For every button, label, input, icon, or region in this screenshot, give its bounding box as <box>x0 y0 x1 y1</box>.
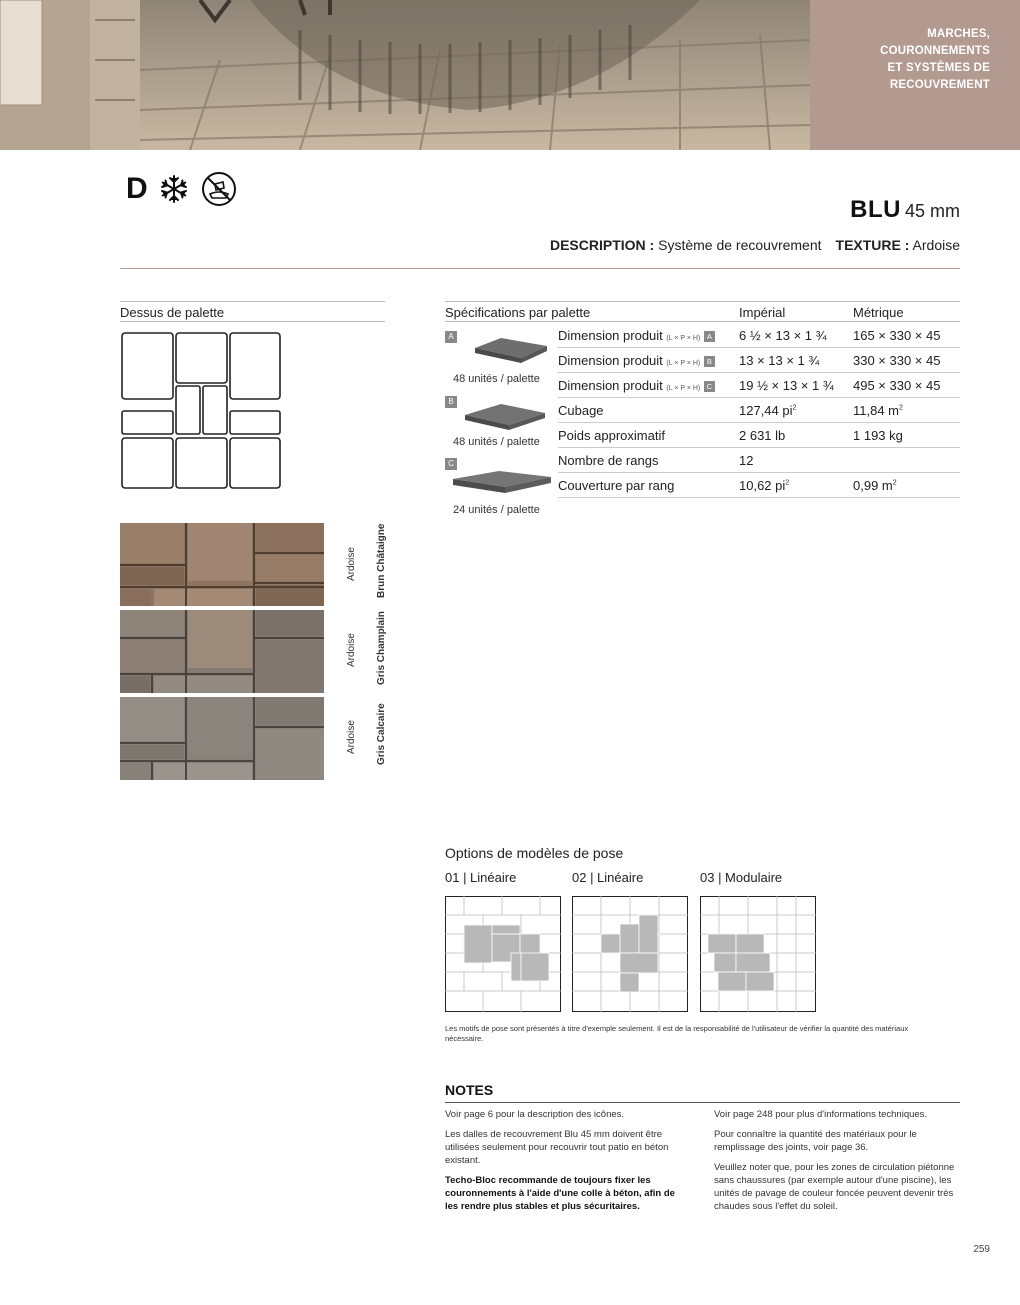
color-swatches <box>120 523 324 784</box>
patio-photo <box>0 0 810 150</box>
category-line: MARCHES, <box>927 28 990 40</box>
texture-label: TEXTURE : <box>835 237 910 253</box>
unit-b-image <box>463 401 547 431</box>
category-line: RECOUVREMENT <box>889 79 990 91</box>
spec-label: Nombre de rangs <box>558 453 659 468</box>
spec-imperial: 127,44 $pi^2$ <box>739 403 797 418</box>
spec-row <box>558 398 960 423</box>
product-icons <box>126 170 238 208</box>
unit-tag: C <box>445 458 457 470</box>
spec-imperial: 6 ½ × 13 × 1 ¾ <box>739 328 827 343</box>
swatch-color-name: Gris Champlain <box>376 611 387 685</box>
spec-metric: 165 × 330 × 45 <box>853 328 941 343</box>
spec-metric: 495 × 330 × 45 <box>853 378 941 393</box>
notes-left-column <box>445 1108 690 1220</box>
note-text: Les dalles de recouvrement Blu 45 mm doivent être utilisées seulement pour recouvrir tout patio en béton existant. <box>445 1129 669 1166</box>
swatch-color-name: Gris Calcaire <box>376 703 387 765</box>
spec-table <box>445 301 960 516</box>
texture-value: Ardoise <box>912 237 960 253</box>
swatch-brun-chataigne <box>120 523 324 606</box>
swatch-gris-calcaire <box>120 697 324 780</box>
header-photo <box>0 0 810 150</box>
unit-a-image <box>473 334 549 364</box>
option-label: 01 | Linéaire <box>445 870 517 885</box>
note-text-bold: Techo-Bloc recommande de toujours fixer les couronnements à l'aide d'une colle à béton, afin de les rendre plus stables et plus sécuritaires. <box>445 1175 675 1212</box>
notes-right-column <box>714 1108 959 1220</box>
category-line: COURONNEMENTS <box>880 45 990 57</box>
spec-metric: 11,84 $m^2$ <box>853 403 903 418</box>
no-salt-icon <box>200 170 238 208</box>
pallet-top-diagram <box>120 330 282 495</box>
snowflake-icon <box>158 173 190 205</box>
spec-metric: 330 × 330 × 45 <box>853 353 941 368</box>
product-size: 45 mm <box>904 201 960 221</box>
divider <box>120 268 960 269</box>
swatch-texture-label: Ardoise <box>346 720 357 754</box>
notes-title: NOTES <box>445 1082 494 1098</box>
spec-label: Couverture par rang <box>558 478 675 493</box>
product-name: BLU <box>850 196 901 223</box>
note-text: Voir page 6 pour la description des icônes. <box>445 1109 625 1120</box>
unit-count: 48 unités / palette <box>453 436 540 448</box>
spec-imperial: 2 631 lb <box>739 428 786 443</box>
spec-imperial: 10,62 $pi^2$ <box>739 478 790 493</box>
spec-row <box>558 448 960 473</box>
swatch-texture-label: Ardoise <box>346 633 357 667</box>
unit-tag: A <box>445 331 457 343</box>
spec-row <box>558 348 960 373</box>
spec-metric: 0,99 $m^2$ <box>853 478 897 493</box>
description-label: DESCRIPTION : <box>549 237 655 253</box>
options-disclaimer: Les motifs de pose sont présentés à titre d'exemple seulement. Il est de la responsabilité de l'utilisateur de vérifier la quantité des matériaux nécessaire. <box>445 1024 909 1043</box>
swatch-color-name: Brun Châtaigne <box>376 523 387 598</box>
pallet-heading: Dessus de palette <box>120 301 385 322</box>
note-text: Voir page 248 pour plus d'informations techniques. <box>714 1109 928 1120</box>
spec-label: Dimension produit (L × P × H) A <box>558 328 715 343</box>
spec-row <box>558 323 960 348</box>
pattern-02-image <box>572 896 688 1012</box>
col-imperial: Impérial <box>739 305 786 320</box>
spec-imperial: 12 <box>739 453 754 468</box>
swatch-gris-champlain <box>120 610 324 693</box>
spec-label: Poids approximatif <box>558 428 665 443</box>
options-title: Options de modèles de pose <box>445 845 624 861</box>
unit-count: 24 unités / palette <box>453 504 540 516</box>
option-label: 03 | Modulaire <box>700 870 783 885</box>
spec-label: Cubage <box>558 403 604 418</box>
page-number: 259 <box>973 1244 990 1255</box>
pattern-03-image <box>700 896 816 1012</box>
note-text: Pour connaître la quantité des matériaux pour le remplissage des joints, voir page 36. <box>714 1129 917 1153</box>
category-label <box>810 0 1020 150</box>
option-label: 02 | Linéaire <box>572 870 644 885</box>
spec-heading: Spécifications par palette <box>445 305 591 320</box>
col-metric: Métrique <box>853 305 904 320</box>
notes-divider <box>445 1102 960 1103</box>
pattern-01-image <box>445 896 561 1012</box>
unit-c-image <box>451 467 553 497</box>
spec-row <box>558 423 960 448</box>
spec-metric: 1 193 kg <box>853 428 903 443</box>
spec-imperial: 13 × 13 × 1 ¾ <box>739 353 820 368</box>
unit-tag: B <box>445 396 457 408</box>
swatch-texture-label: Ardoise <box>346 547 357 581</box>
pallet-layout-drawing <box>120 330 282 490</box>
spec-row <box>558 373 960 398</box>
note-text: Veuillez noter que, pour les zones de circulation piétonne sans chaussures (par exemple autour d'une piscine), les unités de pavage de couleur foncée peuvent devenir très chaudes sous l'effet du soleil. <box>714 1162 955 1212</box>
d-icon: D <box>126 172 148 205</box>
unit-count: 48 unités / palette <box>453 373 540 385</box>
spec-imperial: 19 ½ × 13 × 1 ¾ <box>739 378 834 393</box>
spec-label: Dimension produit (L × P × H) B <box>558 353 715 368</box>
spec-header <box>445 301 960 322</box>
spec-row <box>558 473 960 498</box>
product-title <box>850 196 960 224</box>
category-line: ET SYSTÈMES DE <box>887 62 990 74</box>
description-value: Système de recouvrement <box>658 237 822 253</box>
product-description <box>550 237 960 253</box>
spec-label: Dimension produit (L × P × H) C <box>558 378 715 393</box>
